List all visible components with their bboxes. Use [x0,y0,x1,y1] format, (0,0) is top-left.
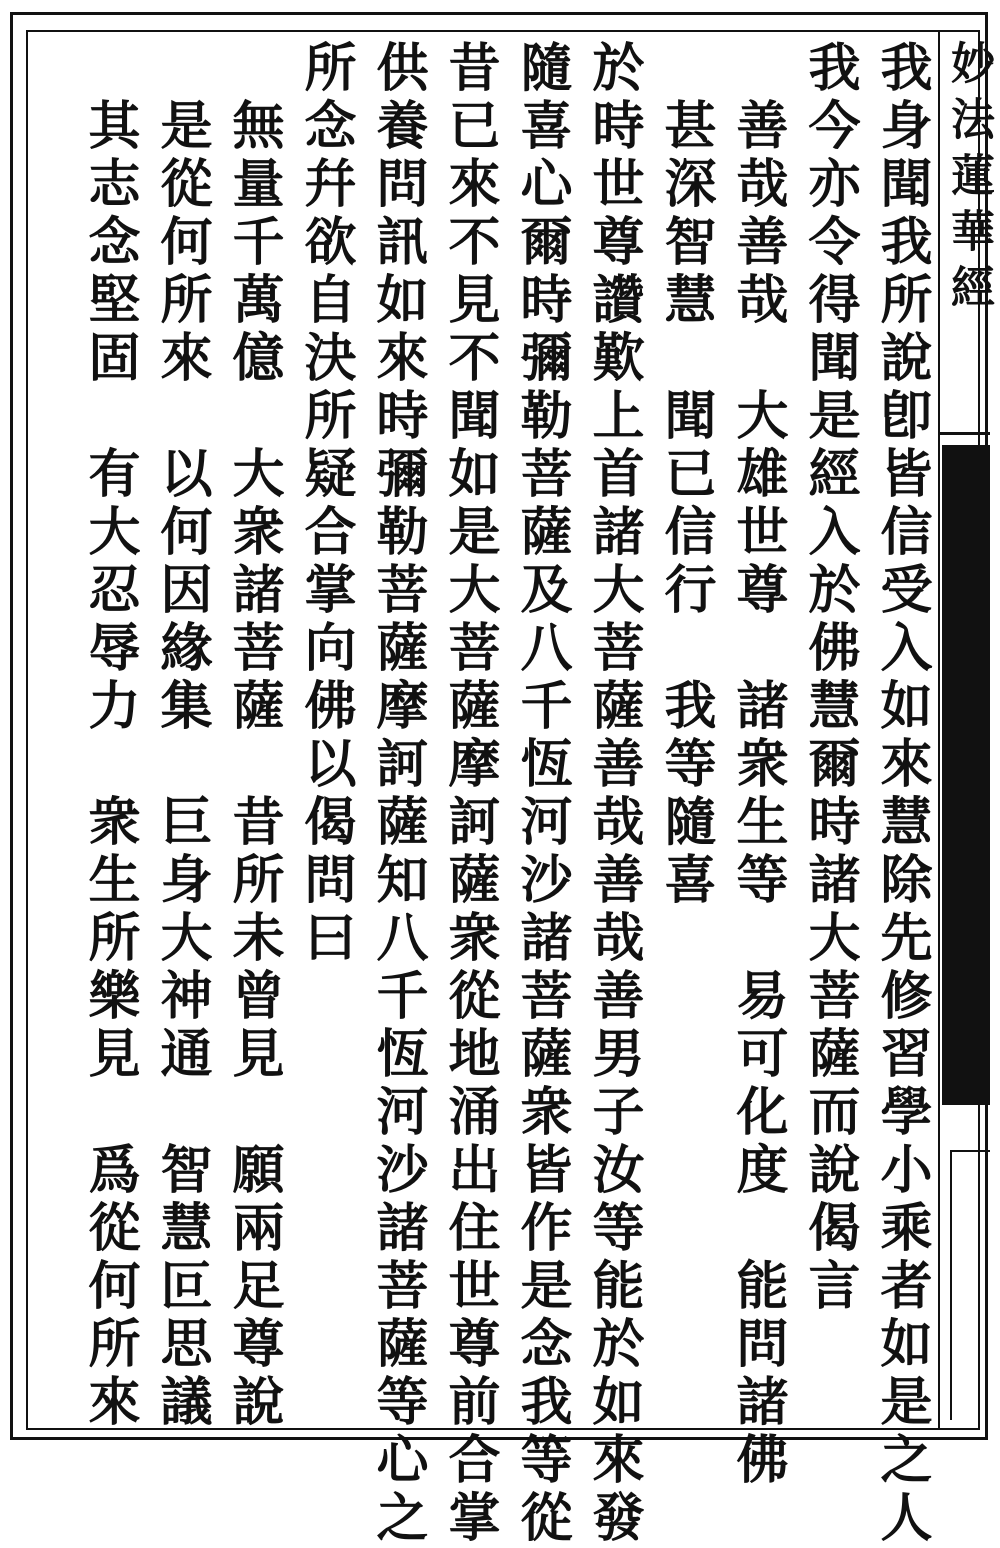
verse-column: 是從何所來 以何因緣集 巨身大神通 智慧叵思議 [151,40,212,1432]
verse-column: 其志念堅固 有大忍辱力 衆生所樂見 爲從何所來 [79,40,140,1432]
gutter-rule [940,432,990,435]
verse-column: 甚深智慧 聞已信行 我等隨喜 [655,40,716,910]
gutter-black-bar [942,445,990,1105]
sutra-text-body [50,40,932,1548]
text-column: 於時世尊讚歎上首諸大菩薩善哉善哉善男子汝等能於如來發 [583,40,644,1548]
verse-column: 善哉善哉 大雄世尊 諸衆生等 易可化度 能問諸佛 [727,40,788,1490]
sutra-title: 妙法蓮華經 [943,40,994,320]
text-column: 所念幷欲自決所疑合掌向佛以偈問曰 [295,40,356,968]
text-column: 我今亦令得聞是經入於佛慧爾時諸大菩薩而說偈言 [799,40,860,1316]
text-column: 昔已來不見不聞如是大菩薩摩訶薩衆從地涌出住世尊前合掌 [439,40,500,1548]
text-column: 我身聞我所說卽皆信受入如來慧除先修習學小乘者如是之人 [871,40,932,1548]
verse-column: 無量千萬億 大衆諸菩薩 昔所未曾見 願兩足尊說 [223,40,284,1432]
text-column: 供養問訊如來時彌勒菩薩摩訶薩知八千恆河沙諸菩薩等心之 [367,40,428,1548]
gutter-divider [938,30,940,1430]
gutter-box [950,1150,990,1420]
text-column: 隨喜心爾時彌勒菩薩及八千恆河沙諸菩薩衆皆作是念我等從 [511,40,572,1548]
